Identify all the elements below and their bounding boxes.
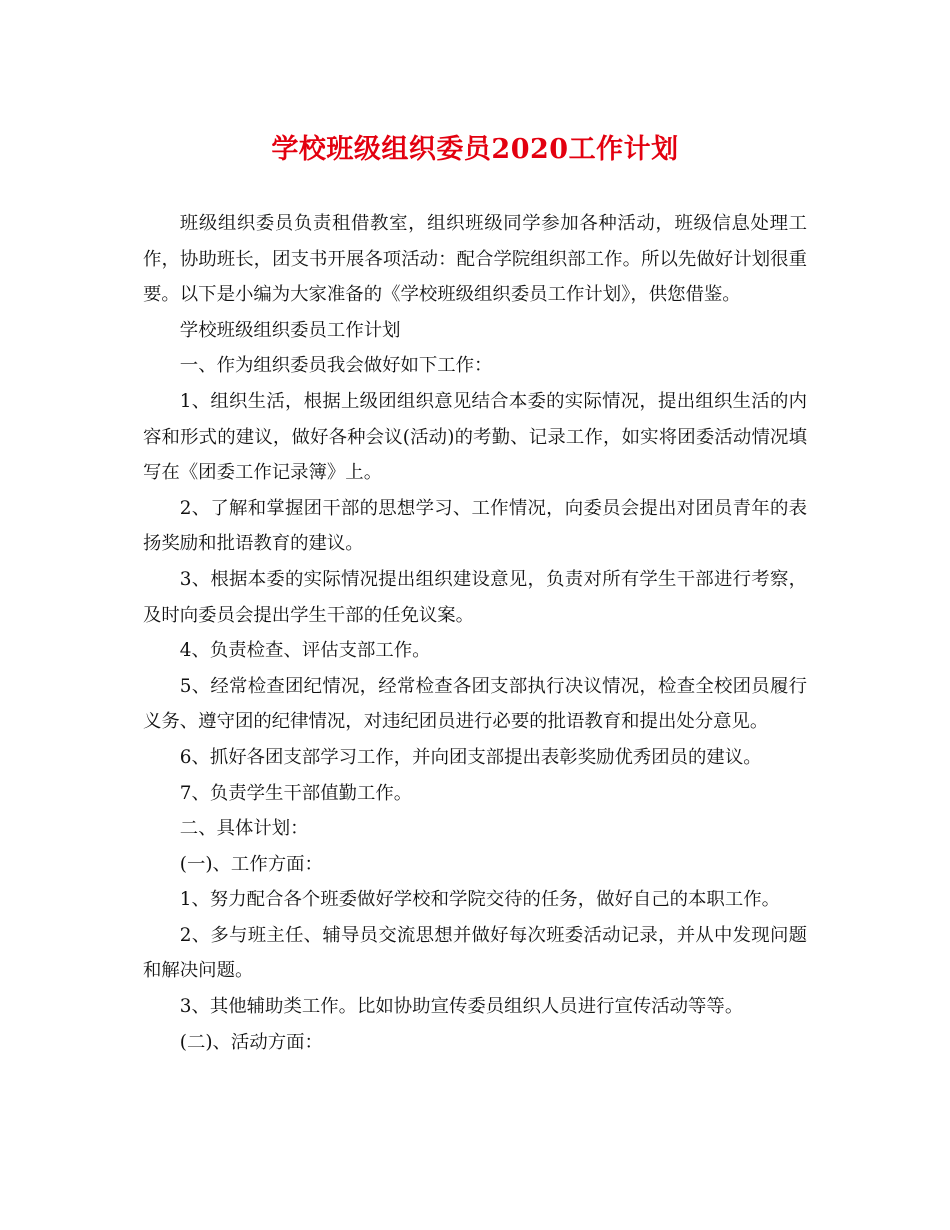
paragraph-item-2: 2、了解和掌握团干部的思想学习、工作情况，向委员会提出对团员青年的表扬奖励和批语教育的建议。 [143, 497, 807, 555]
paragraph-subsection-1-heading: (一)、工作方面： [179, 853, 323, 875]
paragraph-subtitle: 学校班级组织委员工作计划 [179, 319, 401, 341]
paragraph-intro: 班级组织委员负责租借教室，组织班级同学参加各种活动，班级信息处理工作，协助班长，团支书开展各项活动：配合学院组织部工作。所以先做好计划很重要。以下是小编为大家准备的《学校班级组织委员工作计划》，供您借鉴。 [143, 213, 807, 306]
paragraph-item-7: 7、负责学生干部值勤工作。 [179, 782, 413, 804]
paragraph-work-item-3: 3、其他辅助类工作。比如协助宣传委员组织人员进行宣传活动等等。 [179, 996, 744, 1018]
document-body [143, 206, 807, 1060]
paragraph-work-item-1: 1、努力配合各个班委做好学校和学院交待的任务，做好自己的本职工作。 [179, 889, 780, 911]
paragraph-section-1-heading: 一、作为组织委员我会做好如下工作： [179, 355, 493, 377]
paragraph-section-2-heading: 二、具体计划： [179, 818, 309, 840]
paragraph-item-1: 1、组织生活，根据上级团组织意见结合本委的实际情况，提出组织生活的内容和形式的建议，做好各种会议(活动)的考勤、记录工作，如实将团委活动情况填写在《团委工作记录簿》上。 [143, 390, 807, 484]
paragraph-work-item-2: 2、多与班主任、辅导员交流思想并做好每次班委活动记录，并从中发现问题和解决问题。 [143, 924, 807, 982]
paragraph-subsection-2-heading: (二)、活动方面： [179, 1031, 323, 1053]
paragraph-item-6: 6、抓好各团支部学习工作，并向团支部提出表彰奖励优秀团员的建议。 [179, 746, 762, 768]
paragraph-item-5: 5、经常检查团纪情况，经常检查各团支部执行决议情况，检查全校团员履行义务、遵守团的纪律情况，对违纪团员进行必要的批语教育和提出处分意见。 [143, 675, 807, 733]
paragraph-item-4: 4、负责检查、评估支部工作。 [179, 640, 431, 662]
document-title: 学校班级组织委员2020工作计划 [271, 134, 679, 165]
paragraph-item-3: 3、根据本委的实际情况提出组织建设意见，负责对所有学生干部进行考察，及时向委员会提出学生干部的任免议案。 [143, 568, 807, 626]
